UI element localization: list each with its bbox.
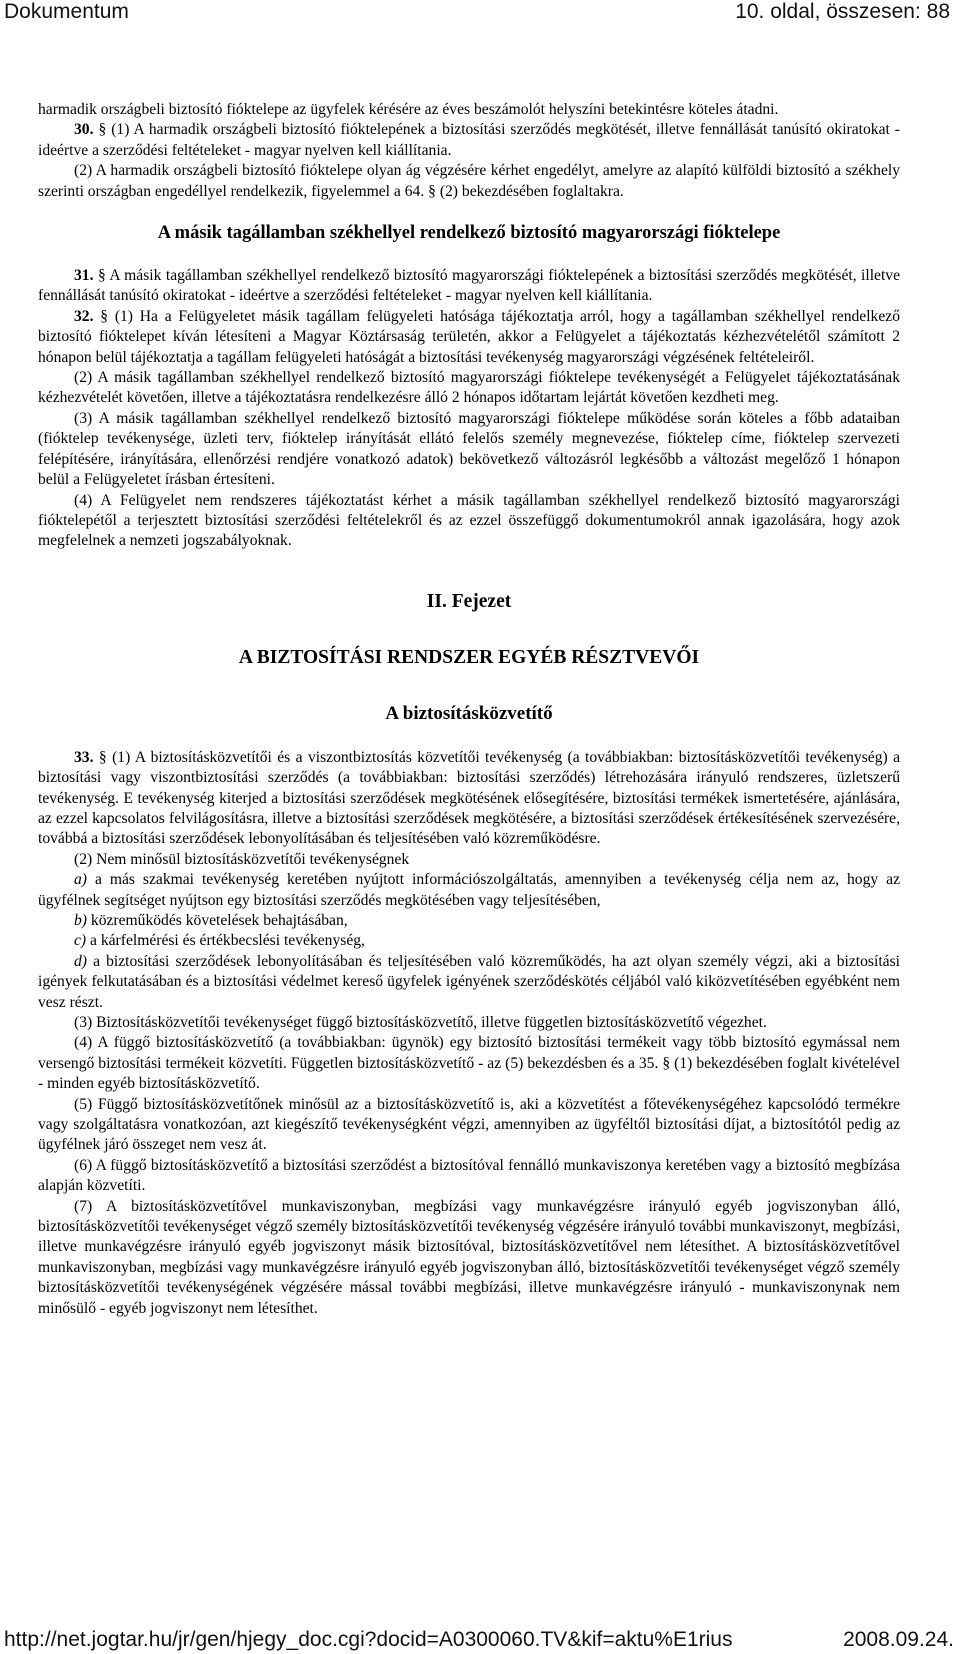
paragraph: (3) A másik tagállamban székhellyel rendelkező biztosító magyarországi fióktelepe működése során köteles a főbb adataiban (fióktelep tevékenysége, üzleti terv, fióktelep irányítását ellátó felelős személy megnevezése, fióktelep címe, fióktelep szervezeti felépítésére, irányítására, ellenőrzési rendjére vonatkozó adatok) bekövetkező változásról legkésőbb a változást megelőző 1 hónapon belül a Felügyeletet írásban értesíteni. bbox=[38, 409, 900, 489]
paragraph-text: (1) A harmadik országbeli biztosító fióktelepének a biztosítási szerződés megkötését, illetve fennállását tanúsító okiratokat - ideértve a szerződési feltételeket - magyar nyelven kell kiállítania. bbox=[38, 121, 900, 159]
paragraph-text: (1) A biztosításközvetítői és a viszontbiztosítás közvetítői tevékenység (a továbbiakban: biztosításközvetítői tevékenység) a biztosítási vagy viszontbiztosítási szerződés (a továbbiakban: biztosítási szerződés) létrehozására irányuló rendszeres, üzletszerű tevékenység. E tevékenység kiterjed a biztosítási szerződések megkötésének elősegítésére, biztosítási termékek ismertetésére, ajánlására, az ezzel kapcsolatos felvilágosításra, illetve a biztosítási szerződések megkötésére, a biztosítási szerződések értékesítésének szervezésére, továbbá a biztosítási szerződések lebonyolításában és teljesítésében való közreműködésre. bbox=[38, 748, 900, 848]
paragraph: harmadik országbeli biztosító fióktelepe az ügyfelek kérésére az éves beszámolót helyszíni betekintésre köteles átadni. bbox=[38, 101, 779, 118]
source-url[interactable]: http://net.jogtar.hu/jr/gen/hjegy_doc.cgi?docid=A0300060.TV&kif=aktu%E1rius bbox=[4, 1628, 733, 1651]
page-header bbox=[0, 0, 960, 34]
item-letter: b) bbox=[74, 911, 87, 929]
section-number: 31. bbox=[74, 267, 94, 285]
item-letter: c) bbox=[74, 932, 87, 950]
section-number: 33. bbox=[74, 748, 94, 766]
paragraph-31 bbox=[38, 266, 900, 307]
paragraph-30 bbox=[38, 120, 900, 161]
page-counter: 10. oldal, összesen: 88 bbox=[735, 0, 950, 23]
paragraph: (7) A biztosításközvetítővel munkaviszonyban, megbízási vagy munkavégzésre irányuló egyéb jogviszonyban álló, biztosításközvetítői tevékenységet végző személy biztosításközvetítői tevékenység végzésére irányuló további munkaviszonyt, megbízási, illetve munkavégzésre irányuló egyéb jogviszonyt másik biztosítóval, biztosításközvetítővel nem létesíthet. A biztosításközvetítővel munkaviszonyban, megbízási vagy munkavégzésre irányuló egyéb jogviszonyban álló, biztosításközvetítői tevékenységet végző személy biztosításközvetítői tevékenységének végzésére mással további megbízási, illetve munkavégzésre irányuló - munkaviszonynak nem minősülő - egyéb jogviszonyt nem létesíthet. bbox=[38, 1197, 900, 1317]
item-text: a kárfelmérési és értékbecslési tevékenység, bbox=[86, 932, 365, 950]
item-letter: a) bbox=[74, 871, 87, 889]
paragraph-text: A másik tagállamban székhellyel rendelkező biztosító magyarországi fióktelepének a biztosítási szerződés megkötését, illetve fennállását tanúsító okiratokat - ideértve a szerződési feltételeket - magyar nyelven kell kiállítania. bbox=[38, 267, 901, 305]
paragraph: (5) Függő biztosításközvetítőnek minősül az a biztosításközvetítő is, aki a közvetítést a főtevékenységéhez kapcsolódó termékre vagy szolgáltatásra vonatkozóan, azt kiegészítő tevékenységként végzi, amennyiben az ügyféltől biztosítási díjat, a biztosítótól pedig az ügyfélnek járó összeget nem vesz át. bbox=[38, 1095, 900, 1154]
paragraph-33 bbox=[38, 748, 900, 850]
section-sign-icon: § bbox=[100, 307, 109, 325]
paragraph: (4) A függő biztosításközvetítő (a továbbiakban: ügynök) egy biztosító biztosítási termékeit vagy több biztosító egymással nem versengő biztosítási termékeit közvetíti. Független biztosításközvetítő - az (5) bekezdésben és a 35. § (1) bekezdésében foglalt kivételével - minden egyéb biztosításközvetítő. bbox=[38, 1034, 900, 1093]
section-number: 30. bbox=[74, 121, 94, 139]
section-sign-icon: § bbox=[97, 267, 106, 285]
list-item bbox=[38, 931, 900, 951]
page-footer bbox=[0, 1628, 960, 1654]
section-sign-icon: § bbox=[98, 121, 107, 139]
section-sign-icon: § bbox=[98, 748, 107, 766]
chapter-number: II. Fejezet bbox=[426, 590, 512, 612]
paragraph: (2) A másik tagállamban székhellyel rendelkező biztosító magyarországi fióktelepe tevékenységét a Felügyelet tájékoztatásának kézhezvételét követően, illetve a tájékoztatásra rendelkezésre álló 2 hónapos időtartam lejártát követően kezdheti meg. bbox=[38, 369, 900, 407]
print-date: 2008.09.24. bbox=[843, 1628, 954, 1651]
list-item bbox=[38, 911, 900, 931]
paragraph-text: (1) Ha a Felügyeletet másik tagállam felügyeleti hatósága tájékoztatja arról, hogy a tagállamban székhellyel rendelkező biztosító fióktelepet kíván létesíteni a Magyar Köztársaság területén, akkor a Felügyelet a tájékoztatás kézhezvételétől számított 2 hónapon belül tájékoztatja a tagállam felügyeleti hatóságát a biztosítási tevékenység magyarországi végzésének feltételeiről. bbox=[38, 307, 900, 366]
paragraph: (2) Nem minősül biztosításközvetítői tevékenységnek bbox=[74, 850, 410, 868]
section-number: 32. bbox=[74, 307, 94, 325]
paragraph: (6) A függő biztosításközvetítő a biztosítási szerződést a biztosítóval fennálló munkaviszonya keretében vagy a biztosító megbízása alapján közvetíti. bbox=[38, 1156, 900, 1195]
list-item bbox=[38, 952, 900, 1013]
item-text: a biztosítási szerződések lebonyolításában és teljesítésében való közreműködés, ha azt olyan személy végzi, aki a biztosítási igények felkutatásában és a biztosítási védelmet kereső ügyfelek igényének szerződéskötés céljából való kiközvetítésében egyébként nem vesz részt. bbox=[38, 952, 900, 1011]
chapter-title: A BIZTOSÍTÁSI RENDSZER EGYÉB RÉSZTVEVŐI bbox=[238, 646, 700, 668]
paragraph-32 bbox=[38, 307, 900, 368]
document-body bbox=[38, 100, 900, 1319]
subchapter-title: A biztosításközvetítő bbox=[385, 702, 553, 724]
document-label: Dokumentum bbox=[4, 0, 129, 23]
paragraph: (3) Biztosításközvetítői tevékenységet függő biztosításközvetítő, illetve független biztosításközvetítő végezhet. bbox=[74, 1014, 767, 1031]
item-text: a más szakmai tevékenység keretében nyújtott információszolgáltatás, amennyiben a tevékenység célja nem az, hogy az ügyfélnek segítséget nyújtson egy biztosítási szerződés megkötésében vagy teljesítésében, bbox=[38, 871, 900, 909]
section-heading: A másik tagállamban székhellyel rendelkező biztosító magyarországi fióktelepe bbox=[157, 223, 781, 244]
paragraph: (2) A harmadik országbeli biztosító fióktelepe olyan ág végzésére kérhet engedélyt, amelyre az alapító külföldi biztosító a székhely szerinti országban engedéllyel rendelkezik, figyelemmel a 64. § (2) bekezdésében foglaltakra. bbox=[38, 162, 900, 200]
paragraph: (4) A Felügyelet nem rendszeres tájékoztatást kérhet a másik tagállamban székhellyel rendelkező biztosító magyarországi fióktelepétől a terjesztett biztosítási szerződési feltételekről és az ezzel összefüggő dokumentumokról annak igazolására, hogy azok megfelelnek a nemzeti jogszabályoknak. bbox=[38, 491, 900, 550]
item-letter: d) bbox=[74, 952, 87, 970]
list-item bbox=[38, 870, 900, 911]
item-text: közreműködés követelések behajtásában, bbox=[87, 911, 348, 929]
